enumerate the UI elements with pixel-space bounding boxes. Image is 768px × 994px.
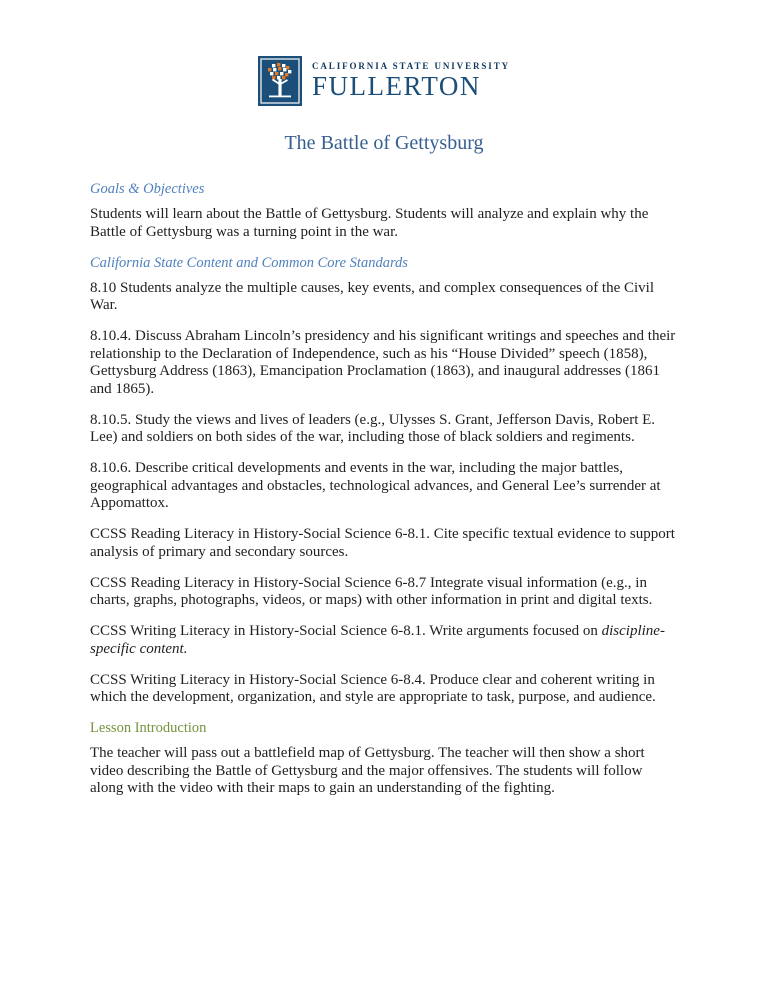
csuf-logo — [90, 56, 678, 106]
section-heading-goals-objectives: Goals & Objectives — [90, 181, 205, 197]
paragraph-goals-body: Students will learn about the Battle of Gettysburg. Students will analyze and explain why the Battle of Gettysburg was a turning point in the war. — [90, 206, 649, 240]
paragraph-ccss-writing-6-8-4: CCSS Writing Literacy in History-Social Science 6-8.4. Produce clear and coherent writing in which the development, organization, and style are appropriate to task, purpose, and audience. — [90, 671, 656, 705]
tree-icon — [258, 56, 302, 106]
paragraph-standard-8-10-5: 8.10.5. Study the views and lives of leaders (e.g., Ulysses S. Grant, Jefferson Davis, Robert E. Lee) and soldiers on both sides of the war, including those of black soldiers and regiments. — [90, 411, 656, 445]
logo-campus-name: FULLERTON — [312, 71, 481, 102]
ccss-writing-6-8-1-text: CCSS Writing Literacy in History-Social Science 6-8.1. Write arguments focused on — [90, 623, 602, 639]
section-heading-lesson-introduction: Lesson Introduction — [90, 720, 207, 736]
logo-university-line: CALIFORNIA STATE UNIVERSITY — [312, 61, 510, 72]
paragraph-standard-8-10-6: 8.10.6. Describe critical developments and events in the war, including the major battles, geographical advantages and obstacles, technological advances, and General Lee’s surrender at Appomattox. — [90, 460, 661, 511]
ccss-writing-6-8-1-italic-phrase: discipline-specific content. — [90, 623, 665, 657]
document-title: The Battle of Gettysburg — [284, 132, 484, 154]
logo-wordmark — [312, 61, 510, 100]
paragraph-ccss-writing-6-8-1 — [90, 623, 678, 658]
paragraph-standard-8-10: 8.10 Students analyze the multiple causes, key events, and complex consequences of the Civil War. — [90, 279, 655, 313]
paragraph-standard-8-10-4: 8.10.4. Discuss Abraham Lincoln’s presidency and his significant writings and speeches and their relationship to the Declaration of Independence, such as his “House Divided” speech (1858), Gettysburg Address (1863), Emancipation Proclamation (1863), and inaugural addresses (1861 and 1865). — [90, 328, 676, 397]
paragraph-ccss-reading-6-8-1: CCSS Reading Literacy in History-Social Science 6-8.1. Cite specific textual evidence to support analysis of primary and secondary sources. — [90, 526, 675, 560]
paragraph-lesson-introduction-body: The teacher will pass out a battlefield map of Gettysburg. The teacher will then show a short video describing the Battle of Gettysburg and the major offensives. The students will follow along with the video with their maps to gain an understanding of the fighting. — [90, 745, 645, 796]
section-heading-standards: California State Content and Common Core Standards — [90, 254, 408, 271]
paragraph-ccss-reading-6-8-7: CCSS Reading Literacy in History-Social Science 6-8.7 Integrate visual information (e.g., in charts, graphs, photographs, videos, or maps) with other information in print and digital texts. — [90, 574, 653, 608]
